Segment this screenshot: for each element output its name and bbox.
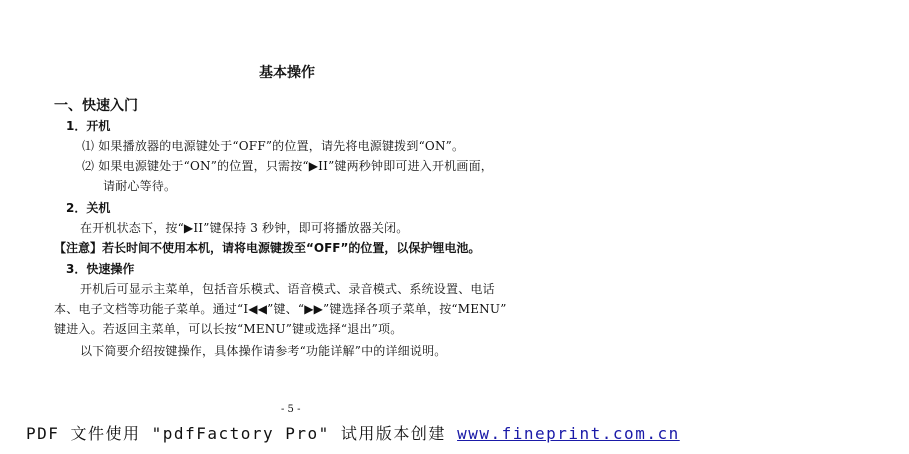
section-heading-quick-start: 一、快速入门	[54, 98, 138, 114]
subheading-quick-ops: 3．快速操作	[66, 262, 135, 276]
quick-ops-para2: 以下简要介绍按键操作，具体操作请参考“功能详解”中的详细说明。	[80, 344, 447, 358]
quick-ops-para1-line-3: 键进入。若返回主菜单，可以长按“MENU”键或选择“退出”项。	[54, 322, 403, 336]
note-text: 【注意】若长时间不使用本机，请将电源键拨至“OFF”的位置，以保护锂电池。	[54, 241, 481, 255]
quick-ops-para1-line-1: 开机后可显示主菜单，包括音乐模式、语音模式、录音模式、系统设置、电话	[80, 282, 495, 296]
power-on-item-2-line-2: 请耐心等待。	[103, 179, 177, 193]
power-on-item-1: ⑴ 如果播放器的电源键处于“OFF”的位置，请先将电源键拨到“ON”。	[82, 139, 465, 153]
power-on-item-2-line-1: ⑵ 如果电源键处于“ON”的位置，只需按“▶II”键两秒钟即可进入开机画面，	[82, 159, 494, 173]
power-off-text: 在开机状态下，按“▶II”键保持 3 秒钟，即可将播放器关闭。	[80, 221, 409, 235]
quick-ops-para1-line-2: 本、电子文档等功能子菜单。通过“I◀◀”键、“▶▶”键选择各项子菜单，按“MENU”	[54, 302, 507, 316]
footer	[26, 421, 680, 444]
page-title: 基本操作	[259, 65, 315, 81]
subheading-power-off: 2．关机	[66, 201, 111, 215]
subheading-power-on: 1．开机	[66, 119, 111, 133]
footer-text: PDF 文件使用 "pdfFactory Pro" 试用版本创建	[26, 424, 458, 443]
page-number: - 5 -	[281, 404, 301, 415]
footer-link[interactable]: www.fineprint.com.cn	[457, 424, 680, 443]
